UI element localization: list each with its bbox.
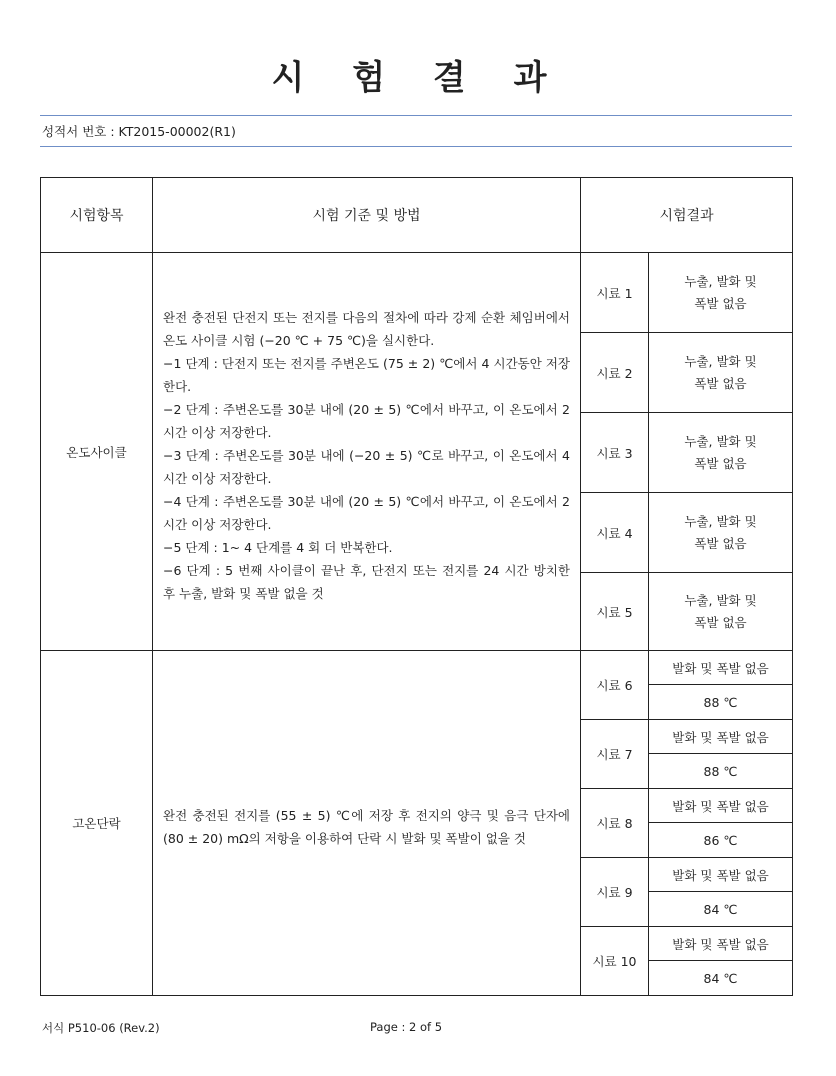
sample-result: 발화 및 폭발 없음: [649, 720, 793, 754]
result-line: 폭발 없음: [694, 295, 747, 311]
sample-label: 시료 5: [581, 573, 649, 651]
method-line: −4 단계 : 주변온도를 30분 내에 (20 ± 5) ℃에서 바꾸고, 이 온도에서 2시간 이상 저장한다.: [163, 494, 570, 532]
sample-temp: 88 ℃: [649, 754, 793, 789]
sample-temp: 88 ℃: [649, 685, 793, 720]
header-row: [41, 178, 793, 253]
sample-result: 발화 및 폭발 없음: [649, 651, 793, 685]
sample-result: [649, 413, 793, 493]
method-line: −6 단계 : 5 번째 사이클이 끝난 후, 단전지 또는 전지를 24 시간 방치한 후 누출, 발화 및 폭발 없을 것: [163, 563, 570, 601]
result-line: 누출, 발화 및: [684, 353, 757, 369]
header-result: 시험결과: [581, 178, 793, 253]
result-line: 폭발 없음: [694, 455, 747, 471]
sample-label: 시료 6: [581, 651, 649, 720]
sample-result: 발화 및 폭발 없음: [649, 858, 793, 892]
table-row: [41, 253, 793, 333]
sample-result: [649, 573, 793, 651]
item-short-circuit: 고온단락: [41, 651, 153, 996]
table-row: [41, 651, 793, 685]
method-line: 완전 충전된 단전지 또는 전지를 다음의 절차에 따라 강제 순환 체임버에서 온도 사이클 시험 (−20 ℃ + 75 ℃)을 실시한다.: [163, 310, 570, 348]
result-line: 폭발 없음: [694, 614, 747, 630]
sample-label: 시료 8: [581, 789, 649, 858]
result-line: 폭발 없음: [694, 375, 747, 391]
sample-label: 시료 3: [581, 413, 649, 493]
page-number: Page : 2 of 5: [370, 1020, 443, 1034]
item-temperature-cycle: 온도사이클: [41, 253, 153, 651]
sample-result: [649, 253, 793, 333]
sample-temp: 86 ℃: [649, 823, 793, 858]
sample-label: 시료 10: [581, 927, 649, 996]
result-line: 누출, 발화 및: [684, 433, 757, 449]
sample-result: 발화 및 폭발 없음: [649, 789, 793, 823]
sample-result: [649, 493, 793, 573]
method-line: −1 단계 : 단전지 또는 전지를 주변온도 (75 ± 2) ℃에서 4 시간동안 저장한다.: [163, 356, 570, 394]
header-item: 시험항목: [41, 178, 153, 253]
method-short-circuit: 완전 충전된 전지를 (55 ± 5) ℃에 저장 후 전지의 양극 및 음극 단자에 (80 ± 20) mΩ의 저항을 이용하여 단락 시 발화 및 폭발이 없을 것: [153, 651, 581, 996]
sample-temp: 84 ℃: [649, 892, 793, 927]
sample-label: 시료 7: [581, 720, 649, 789]
sample-result: 발화 및 폭발 없음: [649, 927, 793, 961]
result-line: 누출, 발화 및: [684, 513, 757, 529]
result-line: 폭발 없음: [694, 535, 747, 551]
sample-label: 시료 4: [581, 493, 649, 573]
sample-result: [649, 333, 793, 413]
method-line: −5 단계 : 1~ 4 단계를 4 회 더 반복한다.: [163, 540, 393, 555]
sample-label: 시료 2: [581, 333, 649, 413]
results-table: [40, 177, 793, 996]
cert-number: 성적서 번호 : KT2015-00002(R1): [42, 124, 236, 139]
result-line: 누출, 발화 및: [684, 592, 757, 608]
sample-label: 시료 1: [581, 253, 649, 333]
method-line: −2 단계 : 주변온도를 30분 내에 (20 ± 5) ℃에서 바꾸고, 이 온도에서 2시간 이상 저장한다.: [163, 402, 570, 440]
sample-temp: 84 ℃: [649, 961, 793, 996]
bottom-rule: [40, 146, 792, 147]
method-temperature-cycle: [153, 253, 581, 651]
sample-label: 시료 9: [581, 858, 649, 927]
top-rule: [40, 115, 792, 116]
page-title: 시 험 결 과: [271, 58, 565, 98]
form-number: 서식 P510-06 (Rev.2): [42, 1021, 160, 1035]
result-line: 누출, 발화 및: [684, 273, 757, 289]
method-line: −3 단계 : 주변온도를 30분 내에 (−20 ± 5) ℃로 바꾸고, 이 온도에서 4시간 이상 저장한다.: [163, 448, 570, 486]
header-method: 시험 기준 및 방법: [153, 178, 581, 253]
